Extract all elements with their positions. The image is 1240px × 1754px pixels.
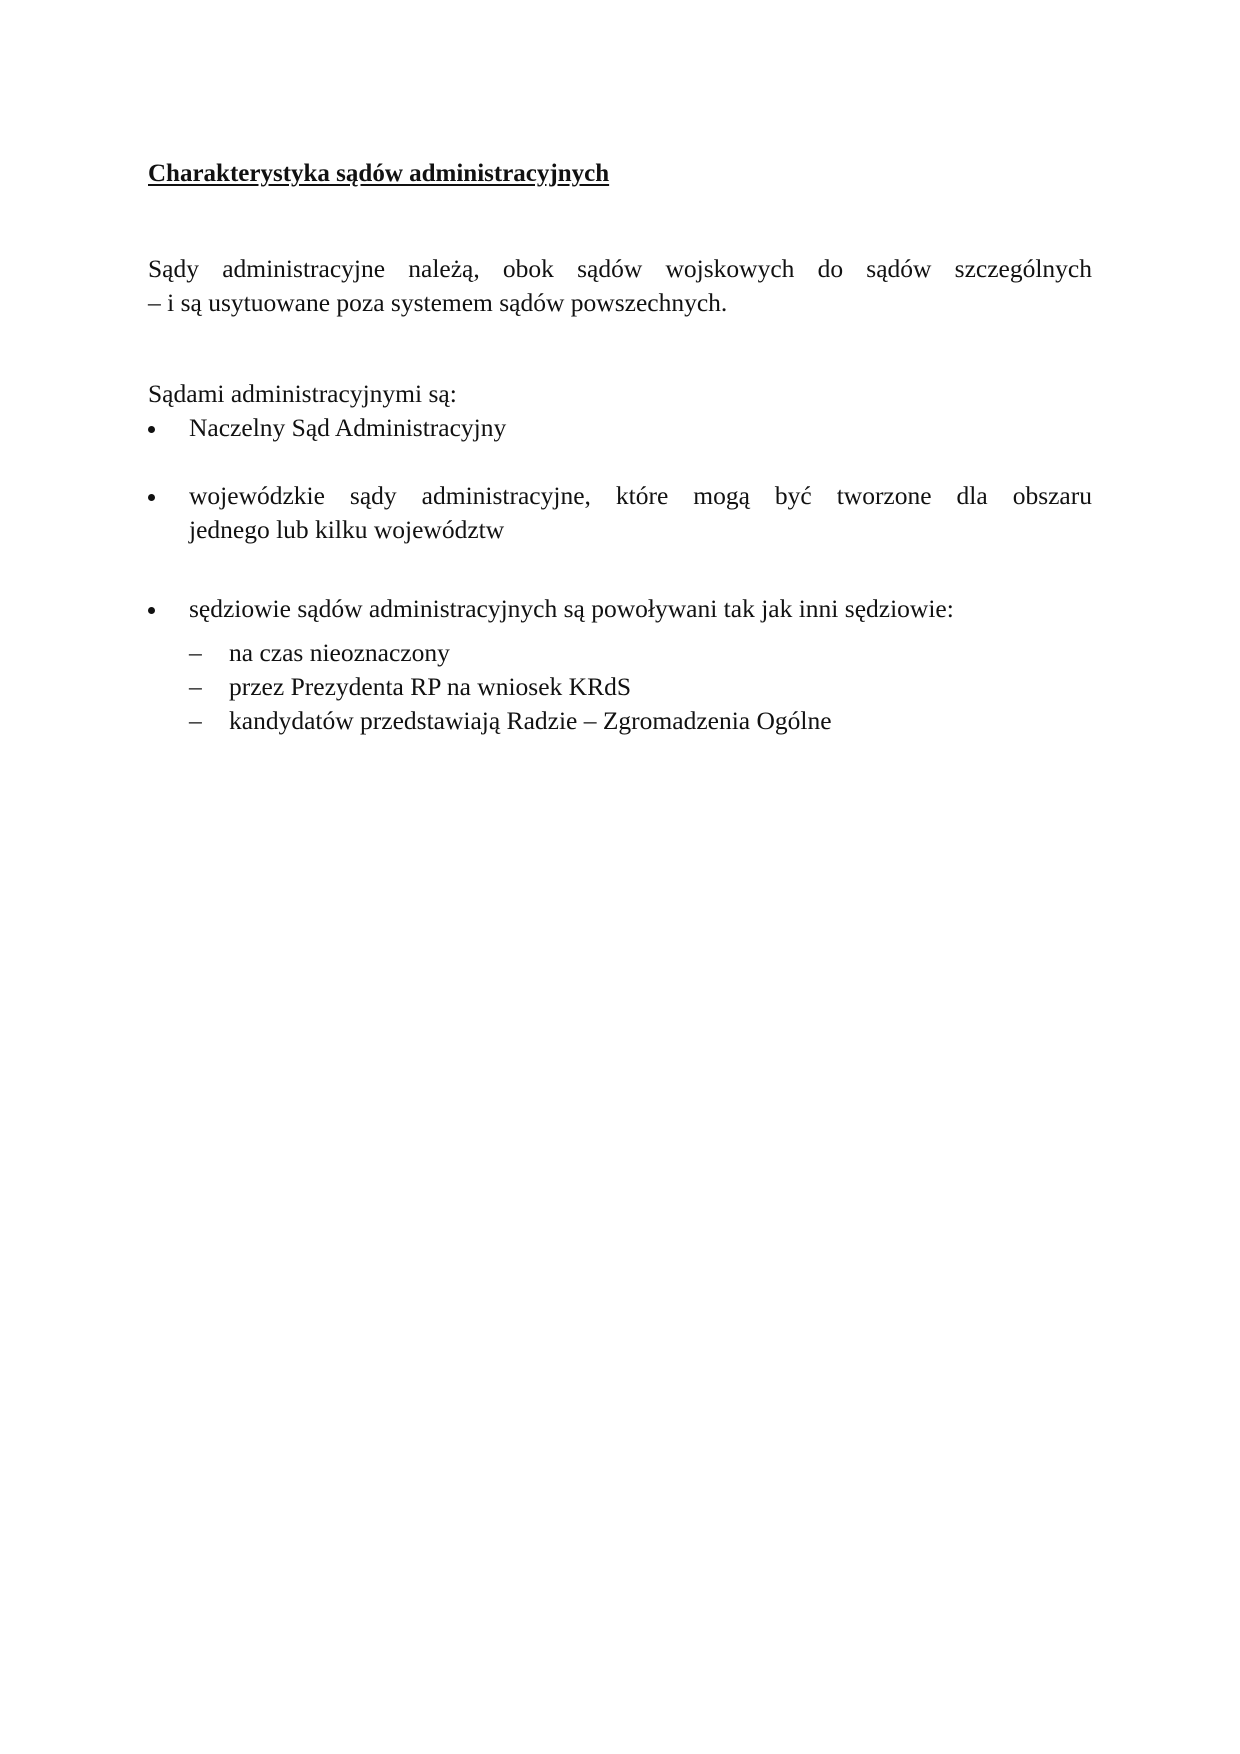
list-item-text: Naczelny Sąd Administracyjny — [189, 413, 507, 442]
list-item-line-1: wojewódzkie sądy administracyjne, które mogą być tworzone dla obszaru — [189, 481, 1092, 510]
list-item-text — [189, 479, 1092, 547]
list-item-line-2: jednego lub kilku województw — [189, 515, 505, 544]
dash-icon: – — [189, 672, 202, 701]
intro-paragraph — [148, 252, 1092, 320]
dash-icon: – — [189, 706, 202, 735]
bullet-icon — [148, 494, 155, 501]
sub-list-item-text: przez Prezydenta RP na wniosek KRdS — [229, 672, 632, 701]
intro-line-1: Sądy administracyjne należą, obok sądów wojskowych do sądów szczególnych — [148, 254, 1092, 283]
intro-line-2: – i są usytuowane poza systemem sądów powszechnych. — [148, 288, 728, 317]
bullet-icon — [148, 426, 155, 433]
sub-list-item-text: na czas nieoznaczony — [229, 638, 450, 667]
list-item-text: sędziowie sądów administracyjnych są powoływani tak jak inni sędziowie: — [189, 594, 954, 623]
list-item — [148, 479, 1092, 547]
document-title: Charakterystyka sądów administracyjnych — [148, 160, 610, 187]
dash-icon: – — [189, 638, 202, 667]
sub-list-item-text: kandydatów przedstawiają Radzie – Zgromadzenia Ogólne — [229, 706, 832, 735]
list-intro: Sądami administracyjnymi są: — [148, 379, 457, 408]
bullet-icon — [148, 607, 155, 614]
